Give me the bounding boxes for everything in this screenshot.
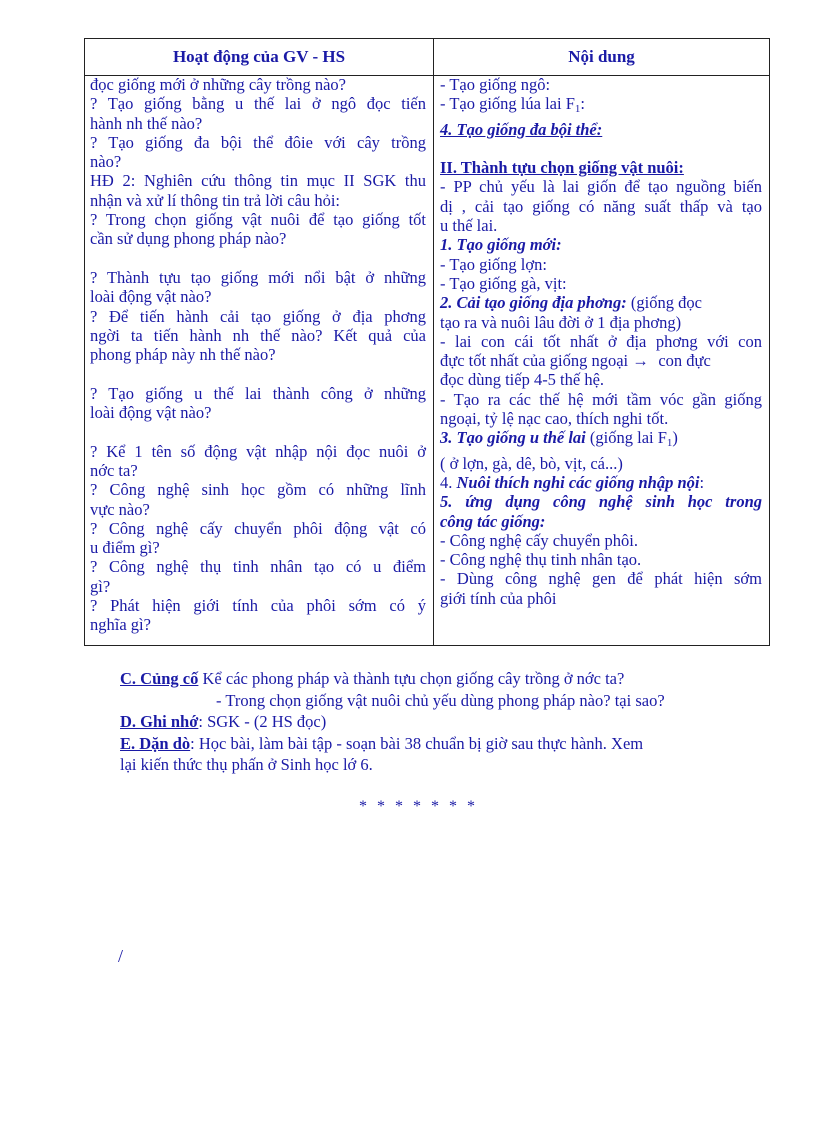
blank-line bbox=[90, 364, 426, 383]
content-line: - Dùng công nghệ gen để phát hiện sớm bbox=[440, 569, 762, 589]
activity-line: ? Phát hiện giới tính của phôi sớm có ý bbox=[90, 596, 426, 616]
activity-line: HĐ 2: Nghiên cứu thông tin mục II SGK thu bbox=[90, 171, 426, 191]
activity-line: ? Trong chọn giống vật nuôi để tạo giống tốt bbox=[90, 210, 426, 230]
activity-line: phong pháp này nh thế nào? bbox=[90, 345, 276, 365]
subheading-imported-breeds: 4. Nuôi thích nghi các giống nhập nội: bbox=[440, 472, 705, 492]
activity-line: ? Thành tựu tạo giống mới nổi bật ở những bbox=[90, 267, 426, 287]
content-line: dị , cải tạo giống có năng suất thấp và tạo bbox=[440, 196, 762, 216]
content-line: - Tạo giống lúa lai $F_1$: bbox=[440, 94, 585, 116]
content-line: - Công nghệ cấy chuyển phôi. bbox=[440, 530, 638, 550]
subheading-new-breeds: 1. Tạo giống mới: bbox=[440, 235, 562, 255]
activity-line: nhận và xử lí thông tin trả lời câu hỏi: bbox=[90, 190, 340, 210]
activity-line: ? Kể 1 tên số động vật nhập nội đọc nuôi ở bbox=[90, 441, 426, 461]
activity-line: ? Để tiến hành cải tạo giống ở địa phơng bbox=[90, 306, 426, 326]
content-line: đực tốt nhất của giống ngoại → con đực bbox=[440, 351, 711, 371]
section-heading-livestock: II. Thành tựu chọn giống vật nuôi: bbox=[440, 158, 684, 178]
arrow-right-icon: → bbox=[632, 351, 649, 371]
subheading-hybrid-vigor: 3. Tạo giống u thế lai (giống lai $F_1$) bbox=[440, 428, 678, 450]
activity-line: nớc ta? bbox=[90, 460, 138, 480]
subheading-biotech: 5. ứng dụng công nghệ sinh học trong bbox=[440, 492, 762, 512]
activity-line: ? Công nghệ cấy chuyển phôi động vật có bbox=[90, 518, 426, 538]
blank-line bbox=[90, 249, 426, 268]
section-heading-polyploid: 4. Tạo giống đa bội thể: bbox=[440, 119, 603, 139]
activity-line: ? Tạo giống u thế lai thành công ở những bbox=[90, 383, 426, 403]
content-line: đọc dùng tiếp 4-5 thế hệ. bbox=[440, 370, 605, 390]
content-line: u thế lai. bbox=[440, 216, 498, 236]
content-line: - Tạo ra các thế hệ mới tầm vóc gần giống bbox=[440, 389, 762, 409]
activity-line: hành nh thế nào? bbox=[90, 113, 203, 133]
subheading-local-improvement: 2. Cải tạo giống địa phơng: (giống đọc bbox=[440, 293, 702, 313]
stray-slash-mark: / bbox=[118, 946, 124, 966]
content-line: - Công nghệ thụ tinh nhân tạo. bbox=[440, 550, 642, 570]
activities-column bbox=[90, 75, 426, 635]
activity-line: loài động vật nào? bbox=[90, 287, 212, 307]
content-line: ( ở lợn, gà, dê, bò, vịt, cá...) bbox=[440, 453, 623, 473]
activity-line: ? Công nghệ thụ tinh nhân tạo có u điểm bbox=[90, 557, 426, 577]
column-divider bbox=[433, 39, 434, 645]
activity-line: cần sử dụng phong pháp nào? bbox=[90, 229, 287, 249]
header-content: Nội dung bbox=[568, 47, 635, 66]
activity-line: ngời ta tiến hành nh thế nào? Kết quả của bbox=[90, 325, 426, 345]
activity-line: loài động vật nào? bbox=[90, 403, 212, 423]
activity-line: gì? bbox=[90, 576, 111, 596]
lesson-table bbox=[84, 38, 770, 646]
blank-line bbox=[90, 422, 426, 441]
homework-line-2: lại kiến thức thụ phấn ở Sinh học lớ 6. bbox=[120, 755, 373, 774]
activity-line: ? Tạo giống bằng u thế lai ở ngô đọc tiến bbox=[90, 94, 426, 114]
content-line: - lai con cái tốt nhất ở địa phơng với con bbox=[440, 331, 762, 351]
header-teacher-student-activities: Hoạt động của GV - HS bbox=[172, 47, 346, 66]
activity-line: nào? bbox=[90, 152, 122, 172]
consolidation-line-2: - Trong chọn giống vật nuôi chủ yếu dùng phong pháp nào? tại sao? bbox=[216, 690, 665, 710]
content-line: ngoại, tỷ lệ nạc cao, thích nghi tốt. bbox=[440, 409, 669, 429]
lesson-footer bbox=[120, 668, 770, 776]
content-line: - Tạo giống gà, vịt: bbox=[440, 273, 567, 293]
notes-line: D. Ghi nhớ: SGK - (2 HS đọc) bbox=[120, 712, 327, 731]
activity-line: ? Tạo giống đa bội thể đôie với cây trồng bbox=[90, 132, 426, 152]
consolidation-line: C. Củng cố Kể các phong pháp và thành tựu chọn giống cây trồng ở nớc ta? bbox=[120, 669, 625, 688]
consolidation-label: C. Củng cố bbox=[120, 669, 199, 688]
homework-label: E. Dặn dò bbox=[120, 733, 191, 753]
activity-line: ? Công nghệ sinh học gồm có những lĩnh bbox=[90, 480, 426, 500]
activity-line: đọc giống mới ở những cây trồng nào? bbox=[90, 75, 346, 94]
content-line: giới tính của phôi bbox=[440, 588, 557, 608]
notes-label: D. Ghi nhớ bbox=[120, 712, 199, 731]
content-line: - Tạo giống ngô: bbox=[440, 75, 551, 94]
subheading-biotech-cont: công tác giống: bbox=[440, 511, 546, 531]
content-column bbox=[440, 75, 762, 608]
activity-line: nghĩa gì? bbox=[90, 615, 151, 635]
content-line: - Tạo giống lợn: bbox=[440, 254, 547, 274]
content-line: - PP chủ yếu là lai giốn để tạo nguồng biến bbox=[440, 177, 762, 197]
activity-line: vực nào? bbox=[90, 499, 150, 519]
content-line: tạo ra và nuôi lâu đời ở 1 địa phơng) bbox=[440, 312, 682, 332]
activity-line: u điểm gì? bbox=[90, 538, 160, 558]
section-separator-stars: * * * * * * * bbox=[359, 798, 478, 815]
homework-line: E. Dặn dò: Học bài, làm bài tập - soạn bài 38 chuẩn bị giờ sau thực hành. Xem bbox=[120, 733, 644, 753]
